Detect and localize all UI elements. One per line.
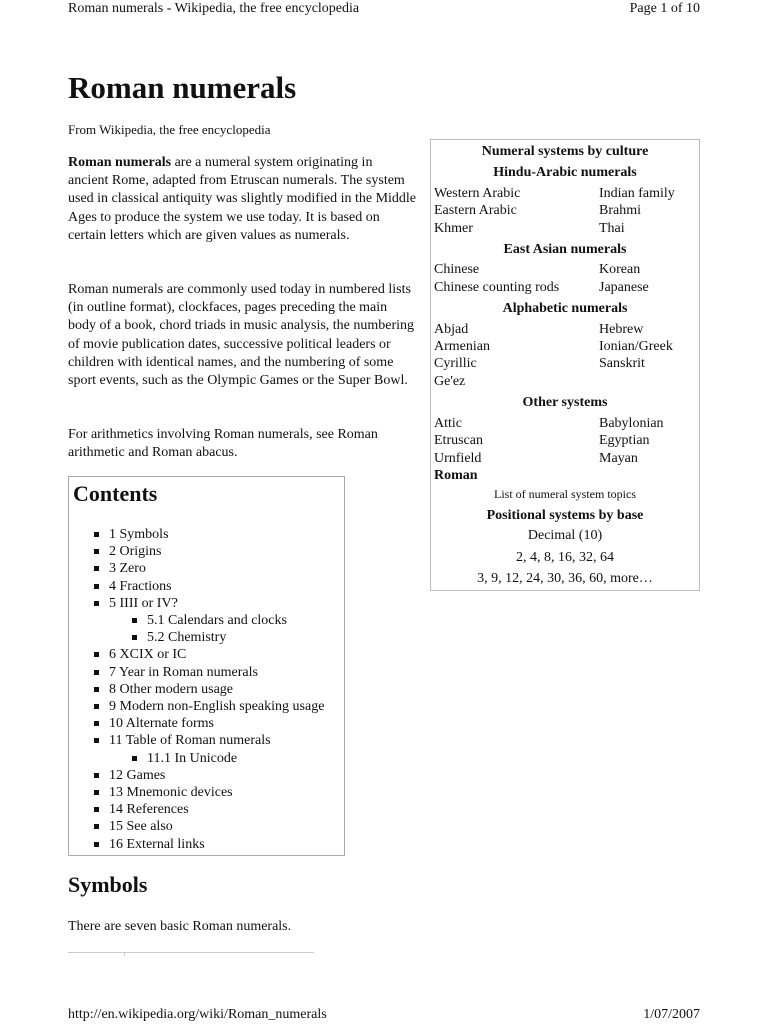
footer-date: 1/07/2007 (643, 1007, 700, 1022)
other-systems-list (431, 415, 699, 467)
infobox-link[interactable]: Ionian/Greek (599, 339, 673, 355)
roman-current-entry: Roman (434, 467, 478, 483)
tagline: From Wikipedia, the free encyclopedia (68, 122, 271, 137)
toc-item[interactable]: 11.1 In Unicode (132, 750, 324, 767)
infobox-link[interactable]: Western Arabic (434, 185, 521, 201)
infobox-link[interactable]: Urnfield (434, 450, 482, 466)
positional-other-bases[interactable]: 3, 9, 12, 24, 30, 36, 60, more… (477, 570, 653, 586)
toc-item[interactable]: 16 External links (94, 836, 324, 853)
toc-item[interactable]: 5.1 Calendars and clocks (132, 612, 324, 629)
toc-item[interactable]: 5.2 Chemistry (132, 629, 324, 646)
toc-item[interactable]: 10 Alternate forms (94, 715, 324, 732)
toc-item[interactable]: 12 Games (94, 767, 324, 784)
toc-item[interactable]: 13 Mnemonic devices (94, 784, 324, 801)
arithmetic-paragraph (68, 426, 416, 462)
toc-item[interactable]: 6 XCIX or IC (94, 646, 324, 663)
toc-item[interactable]: 9 Modern non-English speaking usage (94, 698, 324, 715)
infobox-link[interactable]: Armenian (434, 339, 490, 355)
table-of-contents (68, 476, 345, 856)
section-title-symbols: Symbols (68, 872, 148, 897)
toc-item[interactable]: 2 Origins (94, 543, 324, 560)
hindu-arabic-list (431, 185, 699, 237)
infobox-link[interactable]: Chinese (434, 262, 480, 278)
intro-paragraph (68, 154, 416, 245)
infobox-link[interactable]: Khmer (434, 220, 473, 236)
symbols-intro: There are seven basic Roman numerals. (68, 919, 292, 934)
east-asian-list (431, 261, 699, 296)
toc-list (94, 526, 324, 853)
numeral-systems-infobox (430, 139, 700, 591)
infobox-title[interactable]: Numeral systems by culture (481, 144, 649, 159)
alphabetic-heading[interactable]: Alphabetic numerals (502, 301, 628, 317)
infobox-link[interactable]: Thai (599, 220, 625, 236)
footer-url: http://en.wikipedia.org/wiki/Roman_numerals (68, 1007, 327, 1022)
toc-item[interactable]: 5 IIII or IV? (94, 595, 324, 612)
infobox-link[interactable]: Ge'ez (434, 373, 466, 389)
infobox-link[interactable]: Korean (599, 262, 641, 278)
table-divider (124, 953, 125, 956)
infobox-link[interactable]: Hebrew (599, 321, 644, 337)
page-title: Roman numerals (68, 70, 297, 105)
infobox-link[interactable]: Brahmi (599, 203, 641, 219)
numeral-topics-link[interactable]: List of numeral system topics (494, 487, 636, 502)
usage-paragraph (68, 281, 416, 390)
toc-item[interactable]: 14 References (94, 801, 324, 818)
infobox-link[interactable]: Japanese (599, 279, 649, 295)
toc-item[interactable]: 8 Other modern usage (94, 681, 324, 698)
hindu-arabic-heading[interactable]: Hindu-Arabic numerals (493, 165, 637, 181)
infobox-link[interactable]: Chinese counting rods (434, 279, 560, 295)
header-page-number: Page 1 of 10 (629, 1, 700, 16)
infobox-link[interactable]: Abjad (434, 321, 469, 337)
toc-item[interactable]: 15 See also (94, 818, 324, 835)
intro-text: are a numeral system originating in ancient Rome, adapted from Etruscan numerals. The system used in classical antiquity was slightly modified in the Middle Ages to produce the system we use today. It is based on certain letters which are given values as numerals. (68, 155, 417, 243)
positional-decimal[interactable]: Decimal (10) (527, 528, 603, 544)
other-systems-heading[interactable]: Other systems (522, 395, 608, 411)
infobox-link[interactable]: Cyrillic (434, 356, 477, 372)
toc-item[interactable]: 1 Symbols (94, 526, 324, 543)
symbols-table-edge (68, 952, 314, 956)
toc-item[interactable]: 4 Fractions (94, 578, 324, 595)
positional-powers-of-two[interactable]: 2, 4, 8, 16, 32, 64 (516, 549, 614, 565)
header-page-title: Roman numerals - Wikipedia, the free encyclopedia (68, 1, 360, 16)
toc-item[interactable]: 11 Table of Roman numerals (94, 732, 324, 749)
infobox-link[interactable]: Mayan (599, 450, 638, 466)
infobox-link[interactable]: Etruscan (434, 433, 483, 449)
east-asian-heading[interactable]: East Asian numerals (503, 242, 627, 258)
usage-text: Roman numerals are commonly used today in numbered lists (in outline format), clockfaces, pages preceding the main body of a book, chord triads in music analysis, the numbering of movie publication dates, successive political leaders or children with identical names, and the numbering of some sport events, such as the Olympic Games or the Super Bowl. (68, 282, 415, 389)
infobox-link[interactable]: Babylonian (599, 415, 664, 431)
infobox-link[interactable]: Egyptian (599, 433, 650, 449)
infobox-link[interactable]: Indian family (599, 185, 675, 201)
infobox-link[interactable]: Eastern Arabic (434, 203, 517, 219)
toc-item[interactable]: 3 Zero (94, 560, 324, 577)
arithmetic-text[interactable]: For arithmetics involving Roman numerals, see Roman arithmetic and Roman abacus. (68, 427, 378, 461)
intro-bold-term: Roman numerals (68, 155, 172, 170)
positional-heading[interactable]: Positional systems by base (486, 507, 644, 523)
toc-title: Contents (73, 481, 158, 506)
toc-item[interactable]: 7 Year in Roman numerals (94, 664, 324, 681)
infobox-link[interactable]: Sanskrit (599, 356, 645, 372)
alphabetic-list (431, 321, 699, 391)
infobox-link[interactable]: Attic (434, 415, 462, 431)
